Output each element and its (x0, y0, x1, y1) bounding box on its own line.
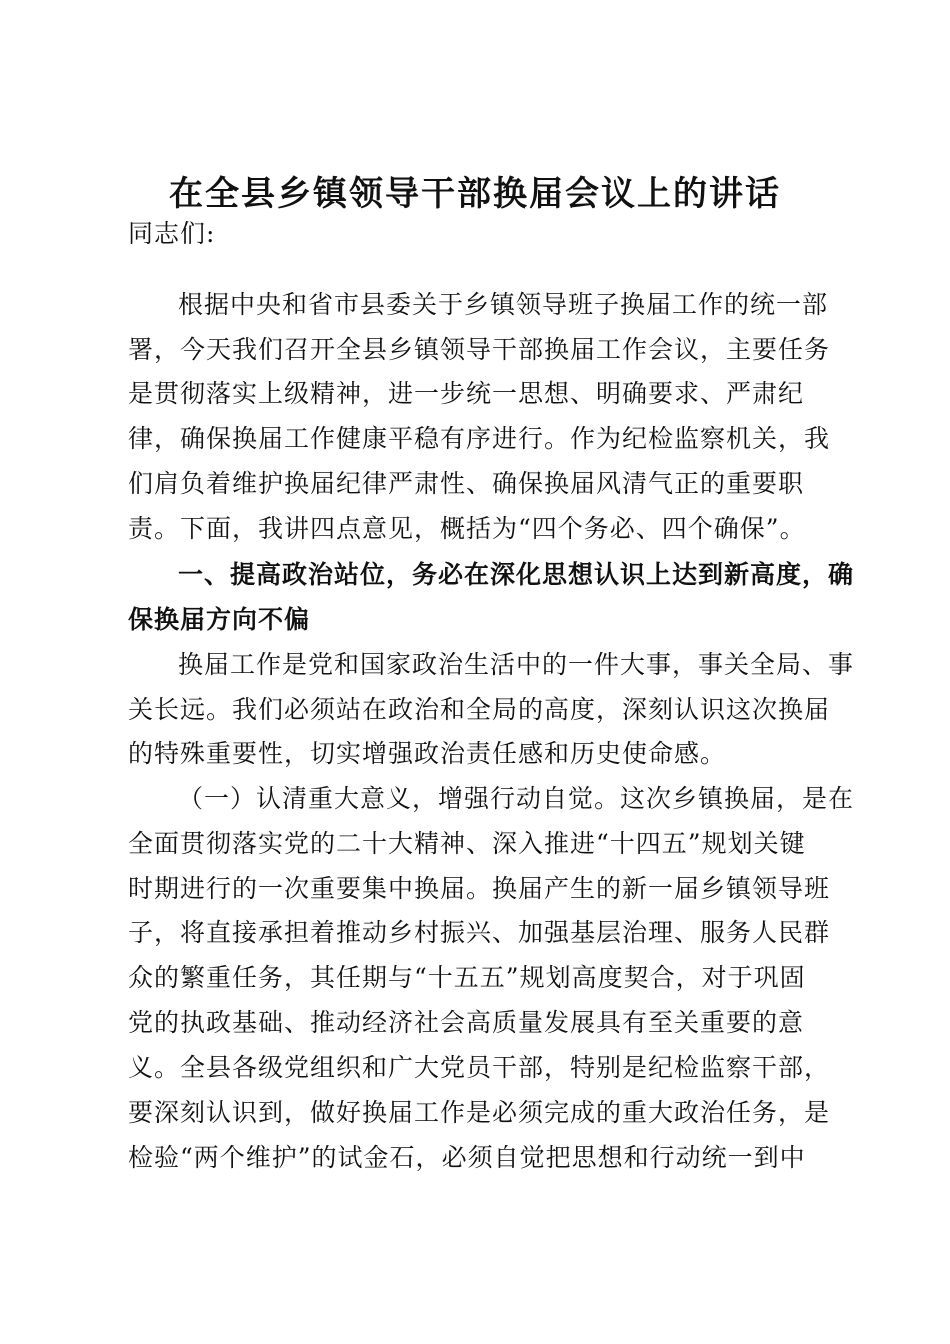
paragraph-line: 是贯彻落实上级精神，进一步统一思想、明确要求、严肃纪 (128, 379, 805, 408)
paragraph-line: 众的繁重任务，其任期与“十五五”规划高度契合，对于巩固 (128, 963, 806, 992)
paragraph-line: 时期进行的一次重要集中换届。换届产生的新一届乡镇领导班 (128, 874, 831, 903)
paragraph-line: 检验“两个维护”的试金石，必须自觉把思想和行动统一到中 (128, 1143, 806, 1172)
paragraph-line: 党的执政基础、推动经济社会高质量发展具有至关重要的意 (128, 1008, 805, 1037)
paragraph-line: 子，将直接承担着推动乡村振兴、加强基层治理、服务人民群 (128, 918, 831, 947)
paragraph-line: 要深刻认识到，做好换届工作是必须完成的重大政治任务，是 (128, 1098, 831, 1127)
section-heading-line: 保换届方向不偏 (128, 605, 311, 634)
paragraph-line: 律，确保换届工作健康平稳有序进行。作为纪检监察机关，我 (128, 424, 831, 453)
salutation: 同志们: (128, 219, 216, 248)
paragraph-line: 署，今天我们召开全县乡镇领导干部换届工作会议，主要任务 (128, 335, 831, 364)
document-title: 在全县乡镇领导干部换届会议上的讲话 (169, 174, 781, 214)
paragraph-line: 换届工作是党和国家政治生活中的一件大事，事关全局、事 (178, 650, 855, 679)
paragraph-line: 关长远。我们必须站在政治和全局的高度，深刻认识这次换届 (128, 695, 831, 724)
section-heading-line: 一、提高政治站位，务必在深化思想认识上达到新高度，确 (178, 560, 855, 589)
paragraph-line: 根据中央和省市县委关于乡镇领导班子换届工作的统一部 (178, 290, 829, 319)
paragraph-line: 们肩负着维护换届纪律严肃性、确保换届风清气正的重要职 (128, 469, 805, 498)
paragraph-line: 责。下面，我讲四点意见，概括为“四个务必、四个确保”。 (128, 514, 806, 543)
paragraph-line: 全面贯彻落实党的二十大精神、深入推进“十四五”规划关键 (128, 829, 806, 858)
paragraph-line: （一）认清重大意义，增强行动自觉。这次乡镇换届，是在 (178, 784, 855, 813)
paragraph-line: 义。全县各级党组织和广大党员干部，特别是纪检监察干部， (128, 1053, 831, 1082)
paragraph-line: 的特殊重要性，切实增强政治责任感和历史使命感。 (128, 739, 727, 768)
